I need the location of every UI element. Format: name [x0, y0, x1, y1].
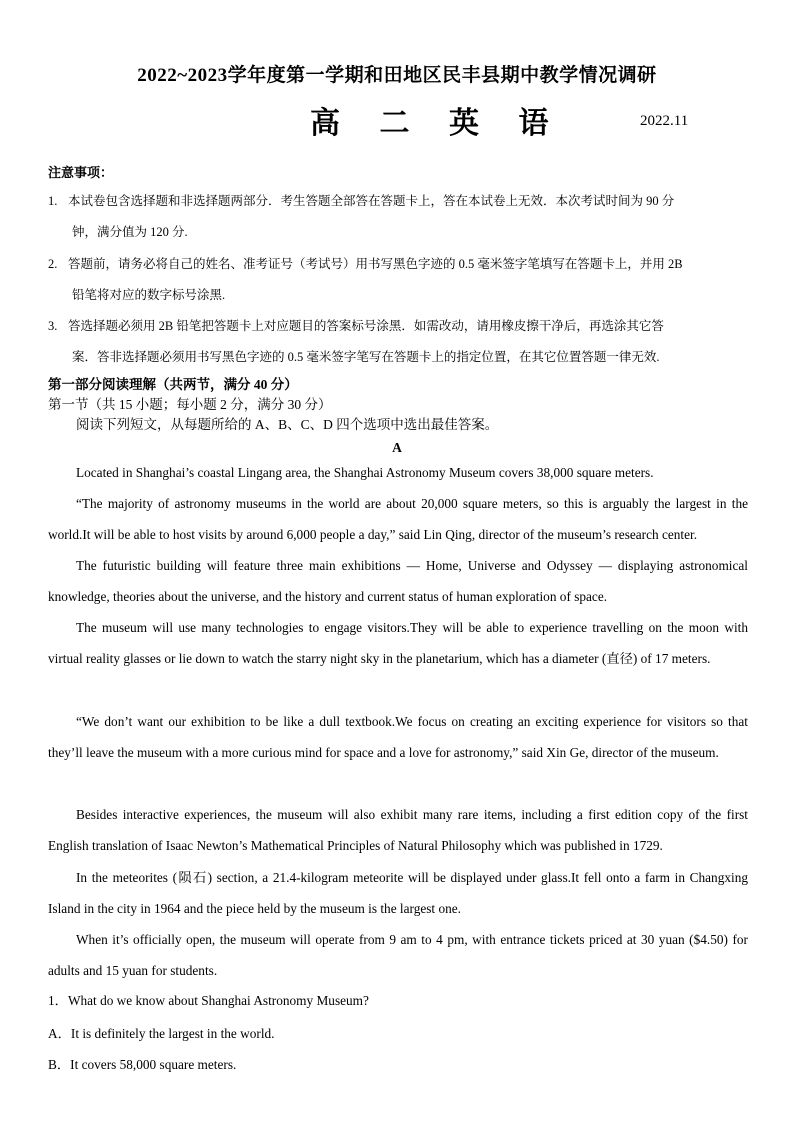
notice-text: 答题前，请务必将自己的姓名、准考证号（考试号）用书写黑色字迹的 0.5 毫米签字笔填写在答题卡上，并用 2B [68, 257, 683, 271]
passage-paragraph [48, 862, 748, 924]
exam-title: 2022~2023学年度第一学期和田地区民丰县期中教学情况调研 [137, 65, 657, 86]
notice-text: 答选择题必须用 2B 铅笔把答题卡上对应题目的答案标号涂黑．如需改动，请用橡皮擦干净后，再选涂其它答 [68, 319, 664, 333]
notice-text: 本试卷包含选择题和非选择题两部分．考生答题全部答在答题卡上，答在本试卷上无效．本次考试时间为 90 分 [68, 194, 675, 208]
notice-item-3 [48, 311, 748, 373]
notice-number: 1. [48, 194, 58, 208]
question-option-b: B．It covers 58,000 square meters. [48, 1057, 237, 1072]
paragraph-text: When it’s officially open, the museum will operate from 9 am to 4 pm, with entrance tickets priced at 30 yuan ($4.50) for adults and 15 yuan for students. [48, 932, 748, 979]
paragraph-text: Located in Shanghai’s coastal Lingang area, the Shanghai Astronomy Museum covers 38,000 square meters. [76, 465, 654, 480]
paragraph-text: Besides interactive experiences, the museum will also exhibit many rare items, including a first edition copy of the first English translation of Isaac Newton’s Mathematical Principles of Natural Philosophy which was published in 1729. [48, 807, 748, 854]
question-option-a: A．It is definitely the largest in the world. [48, 1026, 275, 1041]
paragraph-text: “We don’t want our exhibition to be like a dull textbook.We focus on creating an exciting experience for visitors so that they’ll leave the museum with a more curious mind for space and a love for astronomy,” said Xin Ge, director of the museum. [48, 714, 748, 761]
notice-item-2 [48, 249, 748, 311]
notice-number: 2. [48, 257, 58, 271]
exam-date: 2022.11 [640, 113, 689, 129]
passage-label: A [392, 440, 402, 455]
part-heading: 第一部分阅读理解（共两节，满分 40 分） [48, 377, 298, 392]
passage-paragraph [48, 706, 748, 768]
passage-paragraph [48, 924, 748, 986]
passage-paragraph [48, 799, 748, 861]
passage-paragraph [48, 457, 748, 488]
notice-heading: 注意事项： [48, 165, 114, 180]
passage-paragraph [48, 612, 748, 674]
notice-text: 钟，满分值为 120 分. [72, 225, 188, 239]
section-heading: 第一节（共 15 小题；每小题 2 分，满分 30 分） [48, 397, 332, 412]
paragraph-text: The futuristic building will feature three main exhibitions — Home, Universe and Odyssey — displaying astronomical knowledge, theories about the universe, and the history and current status of human exploration of space. [48, 558, 748, 605]
notice-text: 铅笔将对应的数字标号涂黑. [72, 288, 226, 302]
paragraph-text: In the meteorites (陨石) section, a 21.4-kilogram meteorite will be displayed under glass.It fell onto a farm in Changxing Island in the city in 1964 and the piece held by the museum is the largest one. [48, 870, 748, 917]
notice-number: 3. [48, 319, 58, 333]
paragraph-text: “The majority of astronomy museums in the world are about 20,000 square meters, so this is arguably the largest in the world.It will be able to host visits by around 6,000 people a day,” said Lin Qing, director of the museum’s research center. [48, 496, 748, 543]
notice-text: 案．答非选择题必须用书写黑色字迹的 0.5 毫米签字笔写在答题卡上的指定位置，在其它位置答题一律无效. [72, 350, 660, 364]
question-stem: 1．What do we know about Shanghai Astronomy Museum? [48, 993, 369, 1008]
section-instruction: 阅读下列短文，从每题所给的 A、B、C、D 四个选项中选出最佳答案。 [76, 417, 499, 432]
paragraph-text: The museum will use many technologies to engage visitors.They will be able to experience travelling on the moon with virtual reality glasses or lie down to watch the starry night sky in the planetarium, which has a diameter (直径) of 17 meters. [48, 620, 748, 667]
passage-paragraph [48, 550, 748, 612]
notice-item-1 [48, 186, 748, 248]
passage-paragraph [48, 488, 748, 550]
subject-title: 高 二 英 语 [310, 107, 565, 140]
